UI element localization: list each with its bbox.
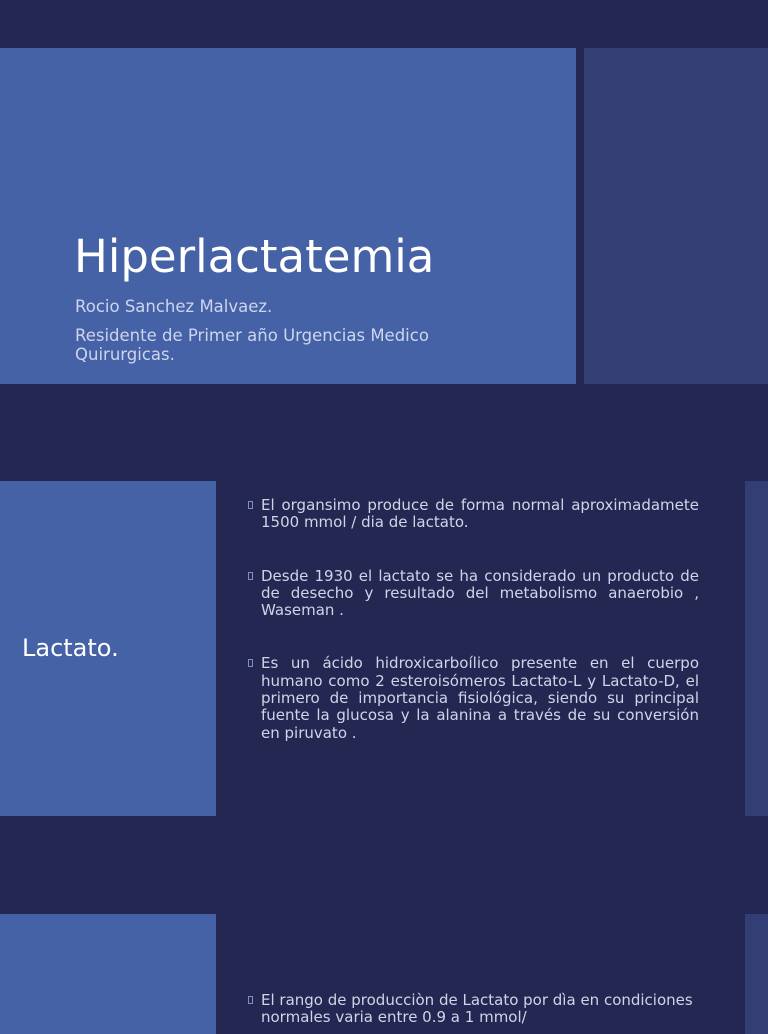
- next-slide-panel: [0, 914, 216, 1034]
- list-item: [248, 655, 699, 741]
- author-role: Residente de Primer año Urgencias Medico Quirurgicas.: [75, 326, 429, 364]
- bullet-list-next: [248, 992, 699, 1027]
- list-item: [248, 568, 699, 620]
- bullet-icon: [248, 572, 253, 580]
- bullet-icon: [248, 996, 253, 1004]
- bullet-list: [248, 497, 699, 742]
- bullet-icon: [248, 659, 253, 667]
- next-slide-side-panel: [745, 914, 768, 1034]
- bullet-text: El rango de producciòn de Lactato por dìa en condiciones normales varia entre 0.9 a 1 mmol/: [261, 991, 693, 1027]
- list-item: [248, 497, 699, 532]
- list-item: [248, 992, 699, 1027]
- title-slide-side-panel: [584, 48, 768, 384]
- lactato-slide-side-panel: [745, 481, 768, 816]
- bullet-text: Es un ácido hidroxicarboílico presente en el cuerpo humano como 2 esteroisómeros Lactato-L y Lactato-D, el primero de importancia fisiológica, siendo su principal fuente la glucosa y la alanina a través de su conversión en piruvato .: [261, 654, 699, 742]
- bullet-icon: [248, 501, 253, 509]
- bullet-text: Desde 1930 el lactato se ha considerado un producto de de desecho y resultado del metabolismo anaerobio , Waseman .: [261, 566, 699, 620]
- author-name: Rocio Sanchez Malvaez.: [75, 297, 273, 316]
- slide-title: Hiperlactatemia: [74, 230, 435, 283]
- bullet-text: El organsimo produce de forma normal aproximadamete 1500 mmol / dia de lactato.: [261, 496, 699, 532]
- section-heading: Lactato.: [22, 634, 119, 662]
